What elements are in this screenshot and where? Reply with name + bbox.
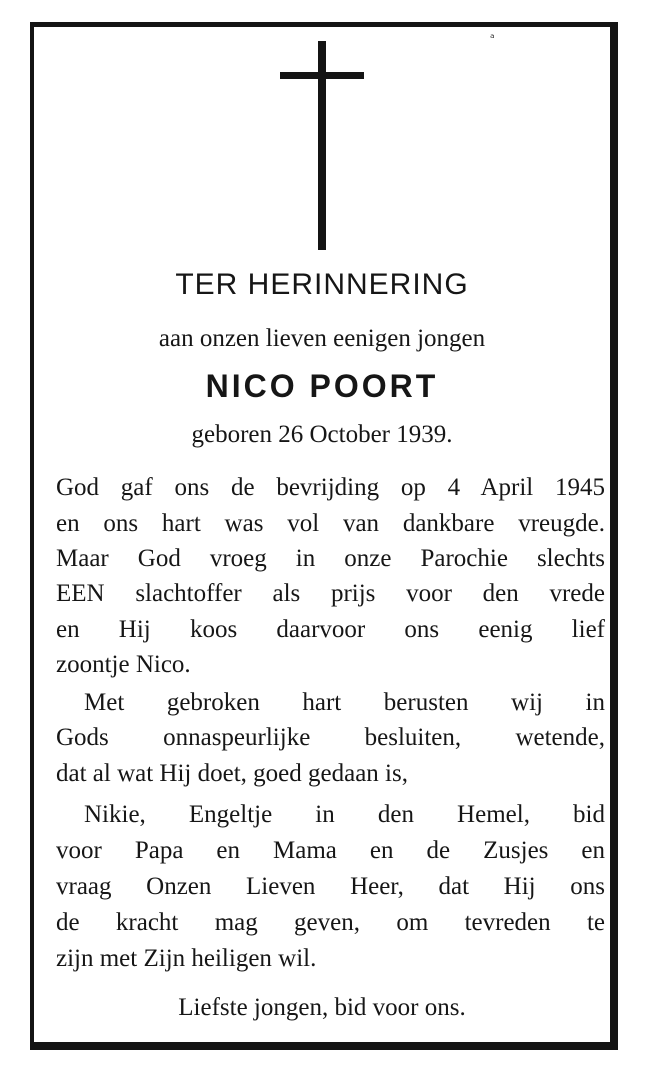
paragraph-1-line: EEN slachtoffer als prijs voor den vrede bbox=[56, 580, 605, 607]
cross-icon-bar bbox=[280, 72, 364, 79]
paragraph-3-line: Nikie, Engeltje in den Hemel, bid bbox=[84, 801, 605, 828]
paragraph-3-line: voor Papa en Mama en de Zusjes en bbox=[56, 837, 605, 864]
deceased-name: NICO POORT bbox=[205, 368, 439, 404]
paragraph-3-line: zijn met Zijn heiligen wil. bbox=[56, 945, 317, 972]
paragraph-2-line: Met gebroken hart berusten wij in bbox=[84, 689, 605, 716]
paragraph-3-line: vraag Onzen Lieven Heer, dat Hij ons bbox=[56, 873, 605, 900]
paragraph-2-line: dat al wat Hij doet, goed gedaan is, bbox=[56, 760, 408, 787]
paragraph-2-line: Gods onnaspeurlijke besluiten, wetende, bbox=[56, 724, 605, 751]
paragraph-1-line: en ons hart was vol van dankbare vreugde. bbox=[56, 510, 605, 537]
paragraph-1-line: zoontje Nico. bbox=[56, 651, 191, 678]
paragraph-1-line: en Hij koos daarvoor ons eenig lief bbox=[56, 616, 605, 643]
heading: TER HERINNERING bbox=[175, 268, 469, 301]
paragraph-3-line: de kracht mag geven, om tevreden te bbox=[56, 909, 605, 936]
paragraph-1-line: God gaf ons de bevrijding op 4 April 1945 bbox=[56, 474, 605, 501]
birth-date: geboren 26 October 1939. bbox=[191, 421, 453, 448]
ink-mark: ᵃ bbox=[490, 31, 495, 45]
closing-prayer: Liefste jongen, bid voor ons. bbox=[178, 994, 466, 1021]
memorial-card bbox=[30, 22, 618, 1050]
subheading: aan onzen lieven eenigen jongen bbox=[158, 325, 486, 352]
paragraph-1-line: Maar God vroeg in onze Parochie slechts bbox=[56, 545, 605, 572]
